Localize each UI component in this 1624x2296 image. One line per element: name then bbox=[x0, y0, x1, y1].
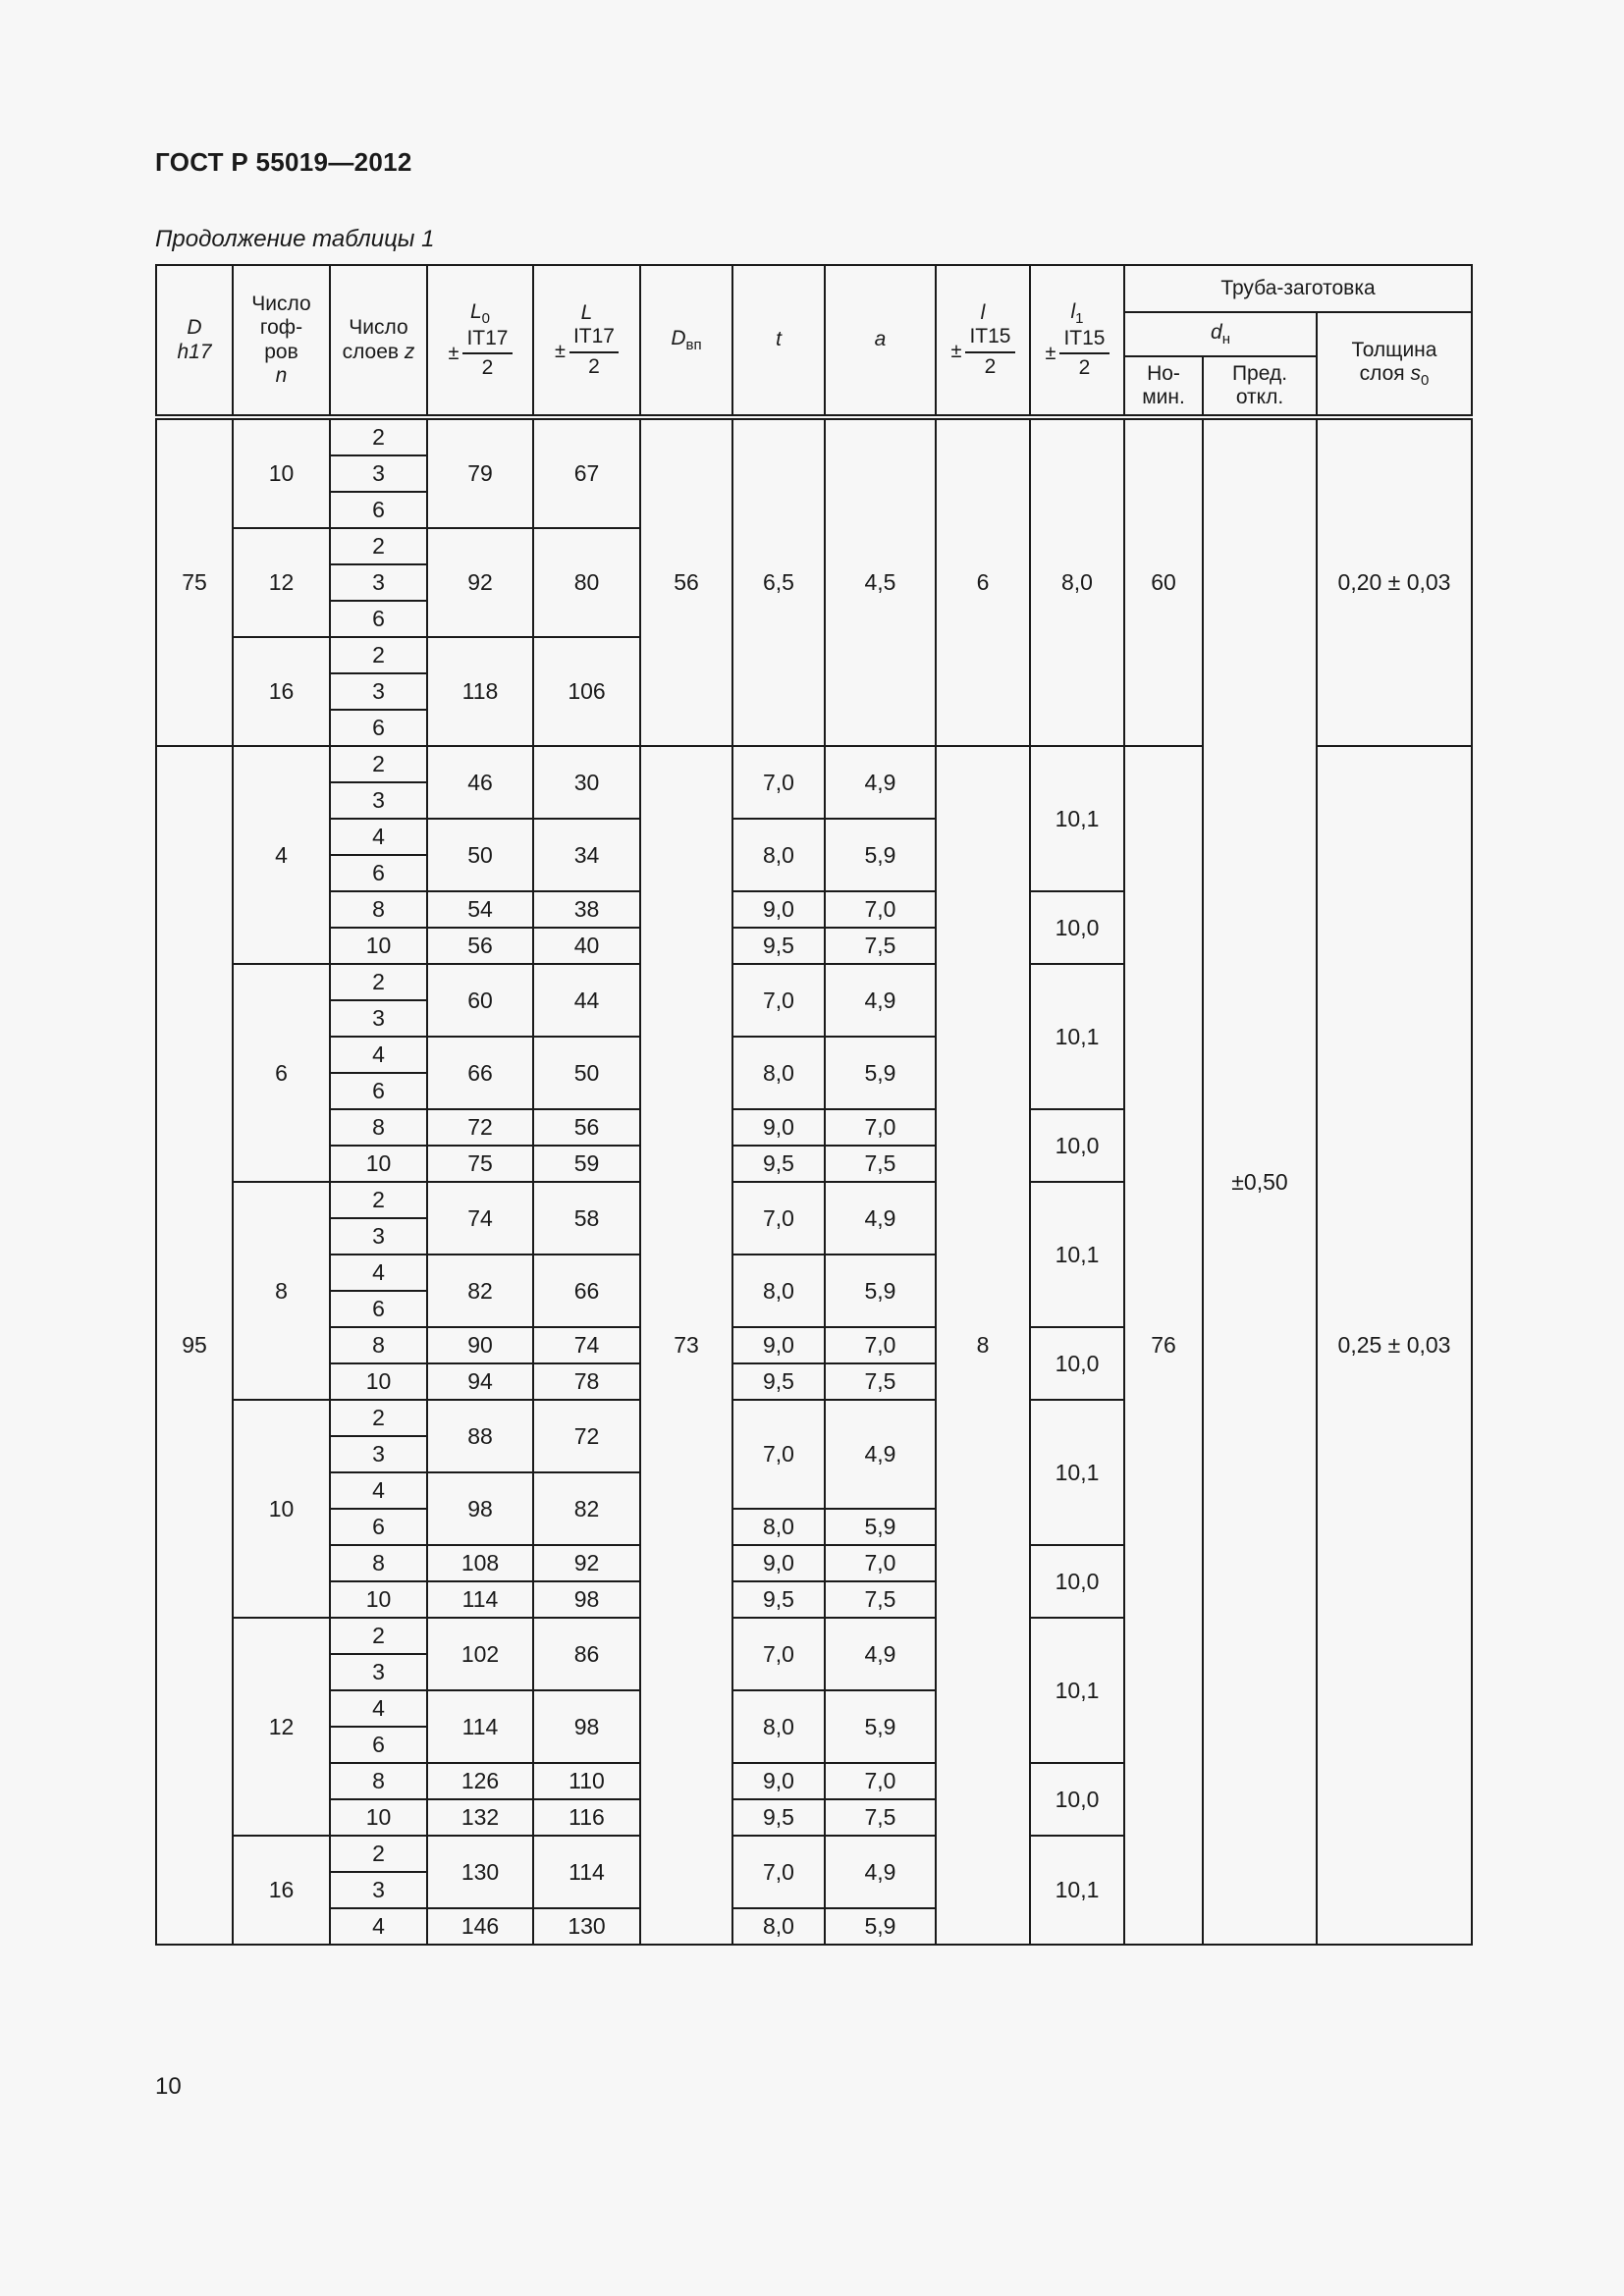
cell-t: 7,0 bbox=[732, 1182, 825, 1255]
cell-L0: 46 bbox=[427, 746, 533, 819]
cell-t: 9,5 bbox=[732, 1146, 825, 1182]
cell-l1: 8,0 bbox=[1030, 417, 1124, 746]
cell-L: 130 bbox=[533, 1908, 640, 1945]
cell-a: 7,0 bbox=[825, 1327, 936, 1363]
cell-z: 6 bbox=[330, 1509, 427, 1545]
cell-a: 7,0 bbox=[825, 891, 936, 928]
cell-L0: 94 bbox=[427, 1363, 533, 1400]
cell-L0: 102 bbox=[427, 1618, 533, 1690]
cell-n: 6 bbox=[233, 964, 330, 1182]
cell-z: 8 bbox=[330, 1763, 427, 1799]
cell-L0: 79 bbox=[427, 417, 533, 528]
cell-z: 8 bbox=[330, 1545, 427, 1581]
cell-a: 5,9 bbox=[825, 1037, 936, 1109]
cell-z: 3 bbox=[330, 782, 427, 819]
cell-L0: 132 bbox=[427, 1799, 533, 1836]
cell-L0: 74 bbox=[427, 1182, 533, 1255]
cell-L0: 98 bbox=[427, 1472, 533, 1545]
cell-Dvp: 73 bbox=[640, 746, 732, 1945]
cell-L0: 108 bbox=[427, 1545, 533, 1581]
cell-z: 2 bbox=[330, 746, 427, 782]
cell-a: 4,9 bbox=[825, 964, 936, 1037]
cell-l1: 10,1 bbox=[1030, 1618, 1124, 1763]
cell-z: 2 bbox=[330, 964, 427, 1000]
cell-dn-nominal: 60 bbox=[1124, 417, 1203, 746]
cell-L0: 54 bbox=[427, 891, 533, 928]
cell-z: 10 bbox=[330, 928, 427, 964]
cell-L0: 82 bbox=[427, 1255, 533, 1327]
cell-n: 16 bbox=[233, 637, 330, 746]
cell-L: 114 bbox=[533, 1836, 640, 1908]
table-row bbox=[156, 417, 1472, 455]
cell-L0: 114 bbox=[427, 1581, 533, 1618]
cell-z: 2 bbox=[330, 417, 427, 455]
cell-z: 2 bbox=[330, 528, 427, 564]
header-t: t bbox=[732, 265, 825, 417]
cell-z: 3 bbox=[330, 673, 427, 710]
cell-a: 5,9 bbox=[825, 1509, 936, 1545]
cell-L0: 114 bbox=[427, 1690, 533, 1763]
cell-z: 8 bbox=[330, 1109, 427, 1146]
cell-t: 9,5 bbox=[732, 1581, 825, 1618]
header-blank-group: Труба-заготовка bbox=[1124, 265, 1472, 312]
cell-z: 6 bbox=[330, 1073, 427, 1109]
cell-a: 7,0 bbox=[825, 1763, 936, 1799]
cell-z: 3 bbox=[330, 564, 427, 601]
cell-z: 2 bbox=[330, 1836, 427, 1872]
cell-L: 56 bbox=[533, 1109, 640, 1146]
cell-L: 50 bbox=[533, 1037, 640, 1109]
cell-z: 3 bbox=[330, 1872, 427, 1908]
cell-z: 6 bbox=[330, 1291, 427, 1327]
cell-L0: 126 bbox=[427, 1763, 533, 1799]
header-Dvp: $D_{вп}$ bbox=[640, 265, 732, 417]
cell-a: 4,9 bbox=[825, 746, 936, 819]
cell-z: 3 bbox=[330, 455, 427, 492]
cell-a: 7,5 bbox=[825, 1146, 936, 1182]
cell-z: 4 bbox=[330, 1690, 427, 1727]
cell-L: 72 bbox=[533, 1400, 640, 1472]
cell-L0: 146 bbox=[427, 1908, 533, 1945]
table-body bbox=[156, 417, 1472, 1945]
cell-L: 44 bbox=[533, 964, 640, 1037]
cell-L: 40 bbox=[533, 928, 640, 964]
cell-t: 7,0 bbox=[732, 1836, 825, 1908]
cell-t: 7,0 bbox=[732, 1400, 825, 1509]
cell-z: 10 bbox=[330, 1146, 427, 1182]
cell-t: 9,5 bbox=[732, 1363, 825, 1400]
cell-z: 4 bbox=[330, 1037, 427, 1073]
cell-l1: 10,0 bbox=[1030, 1109, 1124, 1182]
cell-z: 6 bbox=[330, 855, 427, 891]
cell-L: 74 bbox=[533, 1327, 640, 1363]
cell-n: 4 bbox=[233, 746, 330, 964]
cell-a: 4,9 bbox=[825, 1836, 936, 1908]
cell-t: 9,5 bbox=[732, 928, 825, 964]
cell-z: 10 bbox=[330, 1799, 427, 1836]
cell-a: 4,9 bbox=[825, 1618, 936, 1690]
cell-Dvp: 56 bbox=[640, 417, 732, 746]
cell-s0: 0,25 ± 0,03 bbox=[1317, 746, 1472, 1945]
cell-z: 3 bbox=[330, 1654, 427, 1690]
cell-L: 106 bbox=[533, 637, 640, 746]
cell-L: 66 bbox=[533, 1255, 640, 1327]
cell-L: 38 bbox=[533, 891, 640, 928]
cell-z: 8 bbox=[330, 1327, 427, 1363]
cell-n: 10 bbox=[233, 417, 330, 528]
cell-t: 8,0 bbox=[732, 1037, 825, 1109]
cell-l1: 10,1 bbox=[1030, 964, 1124, 1109]
cell-a: 5,9 bbox=[825, 1908, 936, 1945]
cell-z: 2 bbox=[330, 1618, 427, 1654]
cell-l1: 10,0 bbox=[1030, 1327, 1124, 1400]
page-number: 10 bbox=[155, 2073, 182, 2100]
cell-z: 10 bbox=[330, 1363, 427, 1400]
cell-dn-nominal: 76 bbox=[1124, 746, 1203, 1945]
cell-t: 9,0 bbox=[732, 1763, 825, 1799]
cell-a: 4,9 bbox=[825, 1182, 936, 1255]
cell-L0: 60 bbox=[427, 964, 533, 1037]
header-z: Число слоев z bbox=[330, 265, 427, 417]
document-title: ГОСТ Р 55019—2012 bbox=[155, 147, 412, 177]
header-dn-nominal: Но- мин. bbox=[1124, 356, 1203, 417]
cell-a: 7,5 bbox=[825, 1581, 936, 1618]
cell-t: 9,0 bbox=[732, 1109, 825, 1146]
header-a: a bbox=[825, 265, 936, 417]
cell-z: 3 bbox=[330, 1000, 427, 1037]
cell-t: 7,0 bbox=[732, 1618, 825, 1690]
cell-t: 8,0 bbox=[732, 1690, 825, 1763]
header-dn: $d_н$ bbox=[1124, 312, 1317, 356]
cell-z: 2 bbox=[330, 1182, 427, 1218]
cell-L: 58 bbox=[533, 1182, 640, 1255]
cell-L: 80 bbox=[533, 528, 640, 637]
cell-z: 6 bbox=[330, 601, 427, 637]
cell-a: 4,5 bbox=[825, 417, 936, 746]
header-L: L ± $\frac{IT17}{2}$ bbox=[533, 265, 640, 417]
cell-D: 75 bbox=[156, 417, 233, 746]
spec-table bbox=[155, 264, 1473, 1946]
cell-L: 92 bbox=[533, 1545, 640, 1581]
cell-n: 10 bbox=[233, 1400, 330, 1618]
cell-a: 5,9 bbox=[825, 1255, 936, 1327]
cell-z: 6 bbox=[330, 710, 427, 746]
cell-l1: 10,1 bbox=[1030, 1836, 1124, 1945]
cell-z: 6 bbox=[330, 1727, 427, 1763]
header-s0: Толщина слоя $s_0$ bbox=[1317, 312, 1472, 417]
cell-t: 8,0 bbox=[732, 819, 825, 891]
cell-z: 3 bbox=[330, 1218, 427, 1255]
cell-n: 8 bbox=[233, 1182, 330, 1400]
cell-L: 98 bbox=[533, 1690, 640, 1763]
cell-L: 34 bbox=[533, 819, 640, 891]
cell-a: 7,5 bbox=[825, 1363, 936, 1400]
cell-z: 2 bbox=[330, 637, 427, 673]
header-D: D h17 bbox=[156, 265, 233, 417]
cell-l1: 10,1 bbox=[1030, 1182, 1124, 1327]
header-l1: $l_1$ ± $\frac{IT15}{2}$ bbox=[1030, 265, 1124, 417]
cell-L0: 90 bbox=[427, 1327, 533, 1363]
table-caption: Продолжение таблицы 1 bbox=[155, 226, 435, 252]
cell-z: 4 bbox=[330, 1472, 427, 1509]
header-L0: $L_0$ ± $\frac{IT17}{2}$ bbox=[427, 265, 533, 417]
cell-L0: 88 bbox=[427, 1400, 533, 1472]
cell-t: 9,0 bbox=[732, 1327, 825, 1363]
cell-L0: 118 bbox=[427, 637, 533, 746]
cell-t: 9,0 bbox=[732, 891, 825, 928]
cell-a: 5,9 bbox=[825, 819, 936, 891]
cell-L: 86 bbox=[533, 1618, 640, 1690]
cell-a: 7,5 bbox=[825, 1799, 936, 1836]
cell-t: 9,0 bbox=[732, 1545, 825, 1581]
cell-t: 8,0 bbox=[732, 1255, 825, 1327]
cell-L: 59 bbox=[533, 1146, 640, 1182]
cell-l: 8 bbox=[936, 746, 1030, 1945]
cell-l1: 10,1 bbox=[1030, 1400, 1124, 1545]
cell-L0: 92 bbox=[427, 528, 533, 637]
cell-t: 8,0 bbox=[732, 1908, 825, 1945]
cell-a: 5,9 bbox=[825, 1690, 936, 1763]
cell-L: 30 bbox=[533, 746, 640, 819]
cell-z: 4 bbox=[330, 1908, 427, 1945]
cell-a: 7,5 bbox=[825, 928, 936, 964]
cell-n: 12 bbox=[233, 1618, 330, 1836]
cell-L: 67 bbox=[533, 417, 640, 528]
cell-L0: 56 bbox=[427, 928, 533, 964]
cell-l1: 10,0 bbox=[1030, 1763, 1124, 1836]
cell-L: 116 bbox=[533, 1799, 640, 1836]
header-dn-deviation: Пред. откл. bbox=[1203, 356, 1317, 417]
cell-a: 7,0 bbox=[825, 1545, 936, 1581]
header-n: Число гоф- ров n bbox=[233, 265, 330, 417]
cell-a: 7,0 bbox=[825, 1109, 936, 1146]
cell-t: 8,0 bbox=[732, 1509, 825, 1545]
cell-t: 7,0 bbox=[732, 746, 825, 819]
cell-n: 16 bbox=[233, 1836, 330, 1945]
cell-L: 110 bbox=[533, 1763, 640, 1799]
cell-t: 7,0 bbox=[732, 964, 825, 1037]
cell-l: 6 bbox=[936, 417, 1030, 746]
header-l: l ± $\frac{IT15}{2}$ bbox=[936, 265, 1030, 417]
cell-L0: 50 bbox=[427, 819, 533, 891]
cell-L: 82 bbox=[533, 1472, 640, 1545]
cell-a: 4,9 bbox=[825, 1400, 936, 1509]
cell-z: 4 bbox=[330, 819, 427, 855]
cell-L: 98 bbox=[533, 1581, 640, 1618]
cell-t: 9,5 bbox=[732, 1799, 825, 1836]
cell-dn-deviation: ±0,50 bbox=[1203, 417, 1317, 1945]
cell-l1: 10,0 bbox=[1030, 891, 1124, 964]
cell-z: 4 bbox=[330, 1255, 427, 1291]
cell-D: 95 bbox=[156, 746, 233, 1945]
cell-L0: 75 bbox=[427, 1146, 533, 1182]
cell-z: 6 bbox=[330, 492, 427, 528]
cell-L: 78 bbox=[533, 1363, 640, 1400]
cell-s0: 0,20 ± 0,03 bbox=[1317, 417, 1472, 746]
cell-L0: 66 bbox=[427, 1037, 533, 1109]
cell-z: 2 bbox=[330, 1400, 427, 1436]
cell-l1: 10,1 bbox=[1030, 746, 1124, 891]
cell-z: 10 bbox=[330, 1581, 427, 1618]
cell-n: 12 bbox=[233, 528, 330, 637]
cell-L0: 130 bbox=[427, 1836, 533, 1908]
cell-L0: 72 bbox=[427, 1109, 533, 1146]
cell-z: 3 bbox=[330, 1436, 427, 1472]
cell-t: 6,5 bbox=[732, 417, 825, 746]
cell-l1: 10,0 bbox=[1030, 1545, 1124, 1618]
cell-z: 8 bbox=[330, 891, 427, 928]
